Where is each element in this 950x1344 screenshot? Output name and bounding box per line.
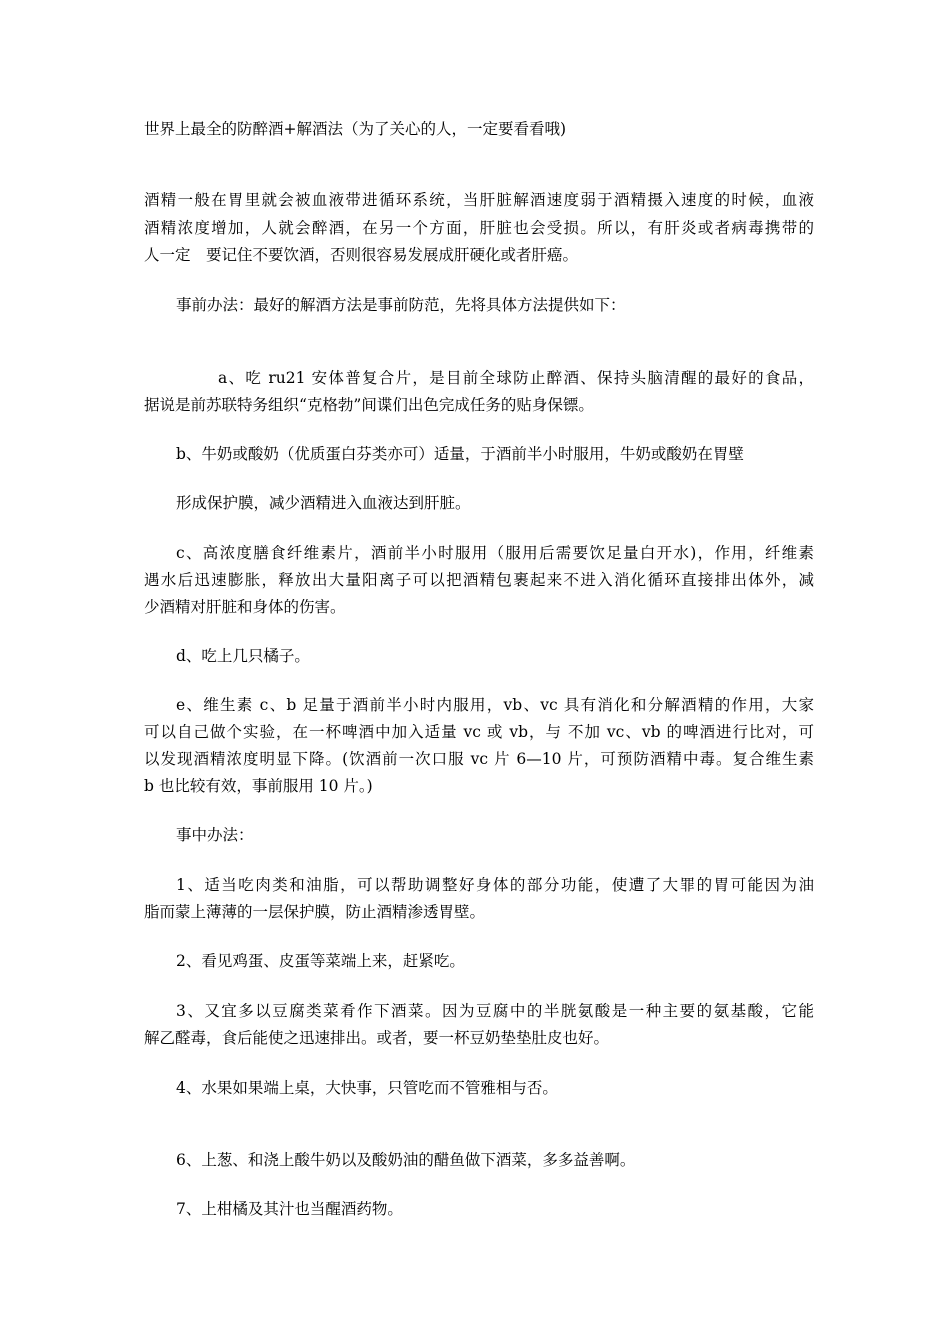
item-b-line-1: b、牛奶或酸奶（优质蛋白芬类亦可）适量，于酒前半小时服用，牛奶或酸奶在胃壁: [176, 445, 744, 463]
item-c-line-2: 遇水后迅速膨胀，释放出大量阳离子可以把酒精包裹起来不进入消化循环直接排出体外，减: [144, 571, 814, 589]
item-a-line-2: 据说是前苏联特务组织“克格勃”间谍们出色完成任务的贴身保镖。: [144, 396, 594, 414]
item-a-line-1: a、吃 ru21 安体普复合片，是目前全球防止醉酒、保持头脑清醒的最好的食品，: [218, 369, 814, 387]
item-1-line-2: 脂而蒙上薄薄的一层保护膜，防止酒精渗透胃壁。: [144, 903, 486, 921]
item-b-line-2: 形成保护膜，减少酒精进入血液达到肝脏。: [176, 494, 471, 512]
item-3-line-1: 3、又宜多以豆腐类菜肴作下酒菜。因为豆腐中的半胱氨酸是一种主要的氨基酸，它能: [176, 1002, 814, 1020]
item-4-text: 4、水果如果端上桌，大快事，只管吃而不管雅相与否。: [176, 1079, 558, 1097]
item-d-text: d、吃上几只橘子。: [176, 647, 310, 665]
during-heading: 事中办法：: [176, 826, 254, 844]
item-6-text: 6、上葱、和浇上酸牛奶以及酸奶油的醋鱼做下酒菜，多多益善啊。: [176, 1151, 636, 1169]
intro-line-1: 酒精一般在胃里就会被血液带进循环系统，当肝脏解酒速度弱于酒精摄入速度的时候，血液: [144, 191, 814, 209]
item-e-line-4: b 也比较有效，事前服用 10 片。): [144, 777, 373, 795]
item-7-text: 7、上柑橘及其汁也当醒酒药物。: [176, 1200, 403, 1218]
item-e-line-3: 以发现酒精浓度明显下降。(饮酒前一次口服 vc 片 6—10 片，可预防酒精中毒。复合维生素: [144, 750, 814, 768]
item-1-line-1: 1、适当吃肉类和油脂，可以帮助调整好身体的部分功能，使遭了大罪的胃可能因为油: [176, 876, 814, 894]
item-3-line-2: 解乙醛毒，食后能使之迅速排出。或者，要一杯豆奶垫垫肚皮也好。: [144, 1029, 610, 1047]
item-e-line-1: e、维生素 c、b 足量于酒前半小时内服用，vb、vc 具有消化和分解酒精的作用，大家: [176, 696, 814, 714]
item-c-line-3: 少酒精对肝脏和身体的伤害。: [144, 598, 346, 616]
intro-line-2: 酒精浓度增加，人就会醉酒，在另一个方面，肝脏也会受损。所以，有肝炎或者病毒携带的: [144, 219, 814, 237]
document-title: 世界上最全的防醉酒+解酒法（为了关心的人，一定要看看哦): [144, 120, 567, 138]
intro-line-3: 人一定 要记住不要饮酒，否则很容易发展成肝硬化或者肝癌。: [144, 246, 579, 264]
item-2-text: 2、看见鸡蛋、皮蛋等菜端上来，赶紧吃。: [176, 952, 465, 970]
before-heading: 事前办法：最好的解酒方法是事前防范，先将具体方法提供如下：: [176, 296, 626, 314]
item-e-line-2: 可以自己做个实验，在一杯啤酒中加入适量 vc 或 vb，与 不加 vc、vb 的啤酒进行比对，可: [144, 723, 814, 741]
item-c-line-1: c、高浓度膳食纤维素片，酒前半小时服用（服用后需要饮足量白开水)，作用，纤维素: [176, 544, 814, 562]
